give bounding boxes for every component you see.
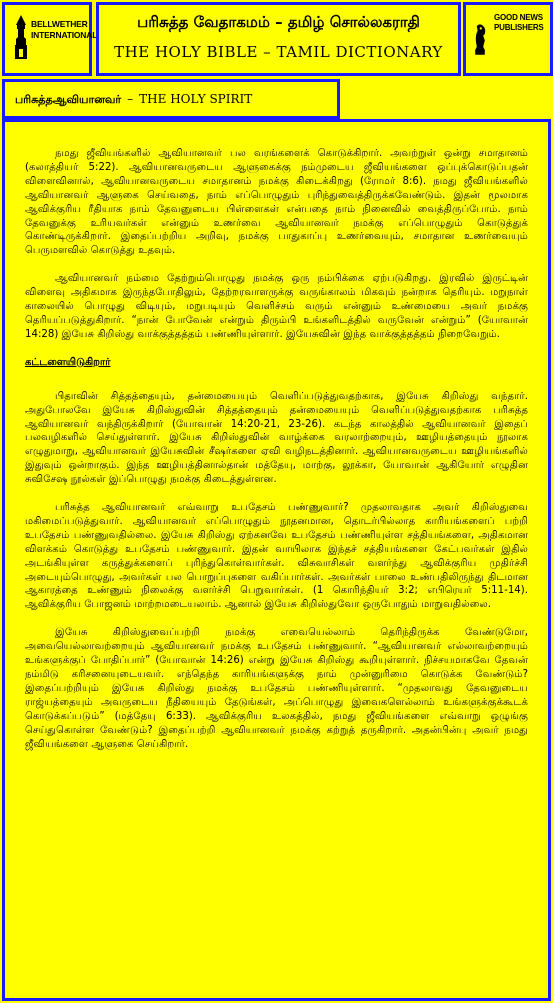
good-news-logo[interactable] — [463, 2, 553, 76]
paragraph: பிதாவின் சித்தத்தையும், தன்மையையும் வெளிப்படுத்துவதற்காக, இயேசு கிறிஸ்து வந்தார். அதுபோலவே இயேசு கிறிஸ்துவின் சித்தத்தையும் தன்மையையும் வெளிப்படுத்துவதற்காக பரிசுத்த ஆவியானவர் வந்திருக்கிறார் (யோவான் 14:20-21, 23-26). கடந்த காலத்தில் ஆவியானவர் இதைப் பலவழிகளில் செய்துள்ளார். இயேசு கிறிஸ்துவின் வாழ்க்கை வரலாற்றையும், ஊழியத்தையும் நூலாக எழுதுமாறு, ஆவியானவர் இயேசுவின் சீஷர்களை ஏவி வழிநடத்தினார். ஆவியானவருடைய ஊழியங்களில் இதுவும் ஒன்றாகும். இந்த ஊழியத்தினால்தான் மத்தேயு, மாற்கு, லூக்கா, யோவான் ஆகியோர் எழுதின சுவிசேஷ நூல்கள் இப்பொழுது நமக்கு கிடைத்துள்ளன. — [25, 390, 528, 486]
title-english: THE HOLY BIBLE – TAMIL DICTIONARY — [114, 43, 443, 61]
paragraph: பரிசுத்த ஆவியானவர் எவ்வாறு உபதேசம் பண்ணுவார்? முதலாவதாக அவர் கிறிஸ்துவை மகிமைப்படுத்துவார். ஆவியானவர் எப்பொழுதும் நூதனமான, தொடர்பில்லாத காரியங்களைப் பற்றி உபதேசம் பண்ணுவதில்லை. இயேசு கிறிஸ்து ஏற்கனவே உபதேசம் பண்ணியுள்ள சத்தியங்களை, அதிகமான விளக்கம் கொடுத்து உபதேசம் பண்ணுவார். இதன் வாயிலாக இந்தச் சத்தியங்களை கேட்பவர்கள் இதில் அடங்கியுள்ள கருத்துக்களைப் புரிந்துகொள்வார்கள். விசுவாசிகள் வளர்ந்து ஆவிக்குரிய முதிர்ச்சி அடையும்பொழுது, அவர்கள் பல பொறுப்புகளை வகிப்பார்கள். அவர்கள் பாலை உண்பதிலிருந்து திடமான ஆகாரத்தை உண்ணும் நிலைக்கு வளர்ச்சி பெறுவார்கள். (1 கொரிந்தியர் 3:2; எபிரெயர் 5:11-14). ஆவிக்குரிய போஜனம் மாற்றமடையலாம். ஆனால் இயேசு கிறிஸ்துவோ ஒருபோதும் மாறுவதில்லை. — [25, 502, 528, 611]
section-separator: – — [127, 92, 134, 106]
title-tamil: பரிசுத்த வேதாகமம் – தமிழ் சொல்லகராதி — [137, 13, 420, 31]
chess-knight-icon — [472, 15, 488, 61]
good-news-logo-text: GOOD NEWS PUBLISHERS — [494, 13, 544, 32]
section-title — [2, 79, 340, 119]
article-body — [2, 119, 551, 1001]
section-title-english: THE HOLY SPIRIT — [139, 92, 253, 106]
paragraph: இயேசு கிறிஸ்துவைப்பற்றி நமக்கு எவையெல்லாம் தெரிந்திருக்க வேண்டுமோ, அவையெல்லாவற்றையும் ஆவியானவர் நமக்கு உபதேசம் பண்ணுவார். “ஆவியானவர் எல்லாவற்றையும் உங்களுக்குப் போதிப்பார்” (யோவான் 14:26) என்று இயேசு கிறிஸ்து கூறியுள்ளார். நிச்சயமாகவே தேவன் நம்மிடு கரிசனையுடையவர். எந்தெந்த காரியங்களுக்கு நாம் முன்னுரிமை கொடுக்க வேண்டும்? இதைப்பற்றியும் இயேசு கிறிஸ்து நமக்கு உபதேசம் பண்ணியுள்ளார். “முதலாவது தேவனுடைய ராஜ்யத்தையும் அவருடைய நீதியையும் தேடுங்கள், அப்பொழுது இவைகளெல்லாம் உங்களுக்குக்கூடக் கொடுக்கப்படும்” (மத்தேயு 6:33). ஆவிக்குரிய உலகத்தில், நமது ஜீவியங்களை எவ்வாறு ஒழுங்கு செய்துகொள்ள வேண்டும்? இதைப்பற்றி ஆவியானவர் நமக்கு கற்றுத் தருகிறார். அதன்பின்பு அவர் நமது ஜீவியங்களை ஆளுகை செய்கிறார். — [25, 627, 528, 750]
paragraph: நமது ஜீவியங்களில் ஆவியானவர் பல வரங்களைக் கொடுக்கிறார். அவற்றுள் ஒன்று சமாதானம் (கலாத்தியர் 5:22). ஆவியானவருடைய ஆளுகைக்கு நம்முடைய ஜீவியங்களை ஒப்புக்கொடுப்பதன் விளைவினால், ஆவியானவருடைய சமாதானம் நமக்கு கிடைக்கிறது (ரோமர் 8:6). நமது ஜீவியங்களில் ஆவியானவர் ஆளுகை செய்வதை, நாம் எப்பொழுதும் புரிந்துவைத்திருக்கவேண்டும். இதன் மூலமாக ஆவிக்குரிய ரீதியாக நாம் தேவனுடைய பிள்ளைகள் என்பதை நாம் நினைவில் வைத்திருப்போம். நாம் தேவனுக்கு உரியவர்கள் என்னும் உணர்வை ஆவியானவர் நமக்கு எப்பொழுதும் கொடுத்துக் கொண்டிருக்கிறார். இதைப்பற்றிய அறிவு, நமக்கு பாதுகாப்பு உணர்வையும், சமாதான உணர்வையும் பெருமளவில் கொடுத்து உதவும். — [25, 148, 528, 257]
page-header — [0, 0, 553, 80]
bellwether-logo-text: BELLWETHER INTERNATIONAL — [31, 19, 98, 40]
subheading: கட்டளையிடுகிறார் — [25, 356, 111, 368]
bellwether-logo[interactable] — [2, 2, 98, 76]
section-title-tamil: பரிசுத்தஆவியானவர் — [15, 93, 122, 106]
dictionary-title — [96, 2, 461, 76]
paragraph: ஆவியானவர் நம்மை தேற்றும்பொழுது நமக்கு ஒரு நம்பிக்கை ஏற்படுகிறது. இரவில் இருட்டின் விளைவு அதிகமாக இருந்தபோதிலும், தேற்றரவாளருக்கு வருங்காலம் மிகவும் நன்றாக தெரியும். மறுநாள் காலையில் பொழுது விடியும், மறுபடியும் வெளிச்சம் வரும் என்னும் உண்மையை அவர் நமக்கு தெரியப்படுத்துகிறார். “நான் போவேன் என்றும் திரும்பி உங்களிடத்தில் வருவேன் என்றும்” (யோவான் 14:28) இயேசு கிறிஸ்து வாக்குத்தத்தம் பண்ணியுள்ளார். இயேசுவின் இந்த வாக்குத்தத்தம் நிறைவேறும். — [25, 273, 528, 340]
bell-tower-icon — [13, 15, 29, 61]
